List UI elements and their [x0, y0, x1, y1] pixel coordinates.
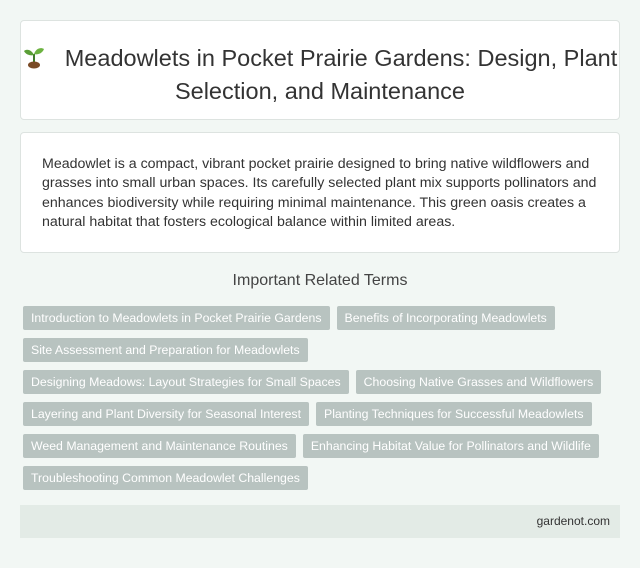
- footer: [20, 505, 620, 538]
- tag-row: [23, 466, 623, 490]
- term-tag[interactable]: Choosing Native Grasses and Wildflowers: [356, 370, 602, 394]
- term-tag[interactable]: Site Assessment and Preparation for Meadowlets: [23, 338, 308, 362]
- page-title-wrap: [21, 43, 619, 106]
- description-card: [20, 132, 620, 253]
- tag-row: [23, 306, 623, 330]
- term-tag[interactable]: Enhancing Habitat Value for Pollinators and Wildlife: [303, 434, 599, 458]
- term-tag[interactable]: Designing Meadows: Layout Strategies for Small Spaces: [23, 370, 349, 394]
- footer-site-link[interactable]: gardenot.com: [536, 514, 610, 528]
- terms-heading: Important Related Terms: [232, 272, 408, 289]
- terms-tag-list: [23, 306, 623, 498]
- tag-row: [23, 402, 623, 426]
- term-tag[interactable]: Troubleshooting Common Meadowlet Challenges: [23, 466, 308, 490]
- header-card: [20, 20, 620, 120]
- description-text: Meadowlet is a compact, vibrant pocket prairie designed to bring native wildflowers and grasses into small urban spaces. Its carefully selected plant mix supports pollinators and enhances biodiversity while requiring minimal maintenance. This green oasis creates a natural habitat that fosters ecological balance within limited areas.: [42, 156, 597, 230]
- term-tag[interactable]: Layering and Plant Diversity for Seasonal Interest: [23, 402, 309, 426]
- term-tag[interactable]: Benefits of Incorporating Meadowlets: [337, 306, 555, 330]
- page-title: Meadowlets in Pocket Prairie Gardens: Design, Plant Selection, and Maintenance: [64, 45, 618, 104]
- term-tag[interactable]: Introduction to Meadowlets in Pocket Prairie Gardens: [23, 306, 330, 330]
- tag-row: [23, 370, 623, 394]
- tag-row: [23, 338, 623, 362]
- term-tag[interactable]: Weed Management and Maintenance Routines: [23, 434, 296, 458]
- tag-row: [23, 434, 623, 458]
- term-tag[interactable]: Planting Techniques for Successful Meadowlets: [316, 402, 592, 426]
- seedling-icon: [23, 45, 45, 76]
